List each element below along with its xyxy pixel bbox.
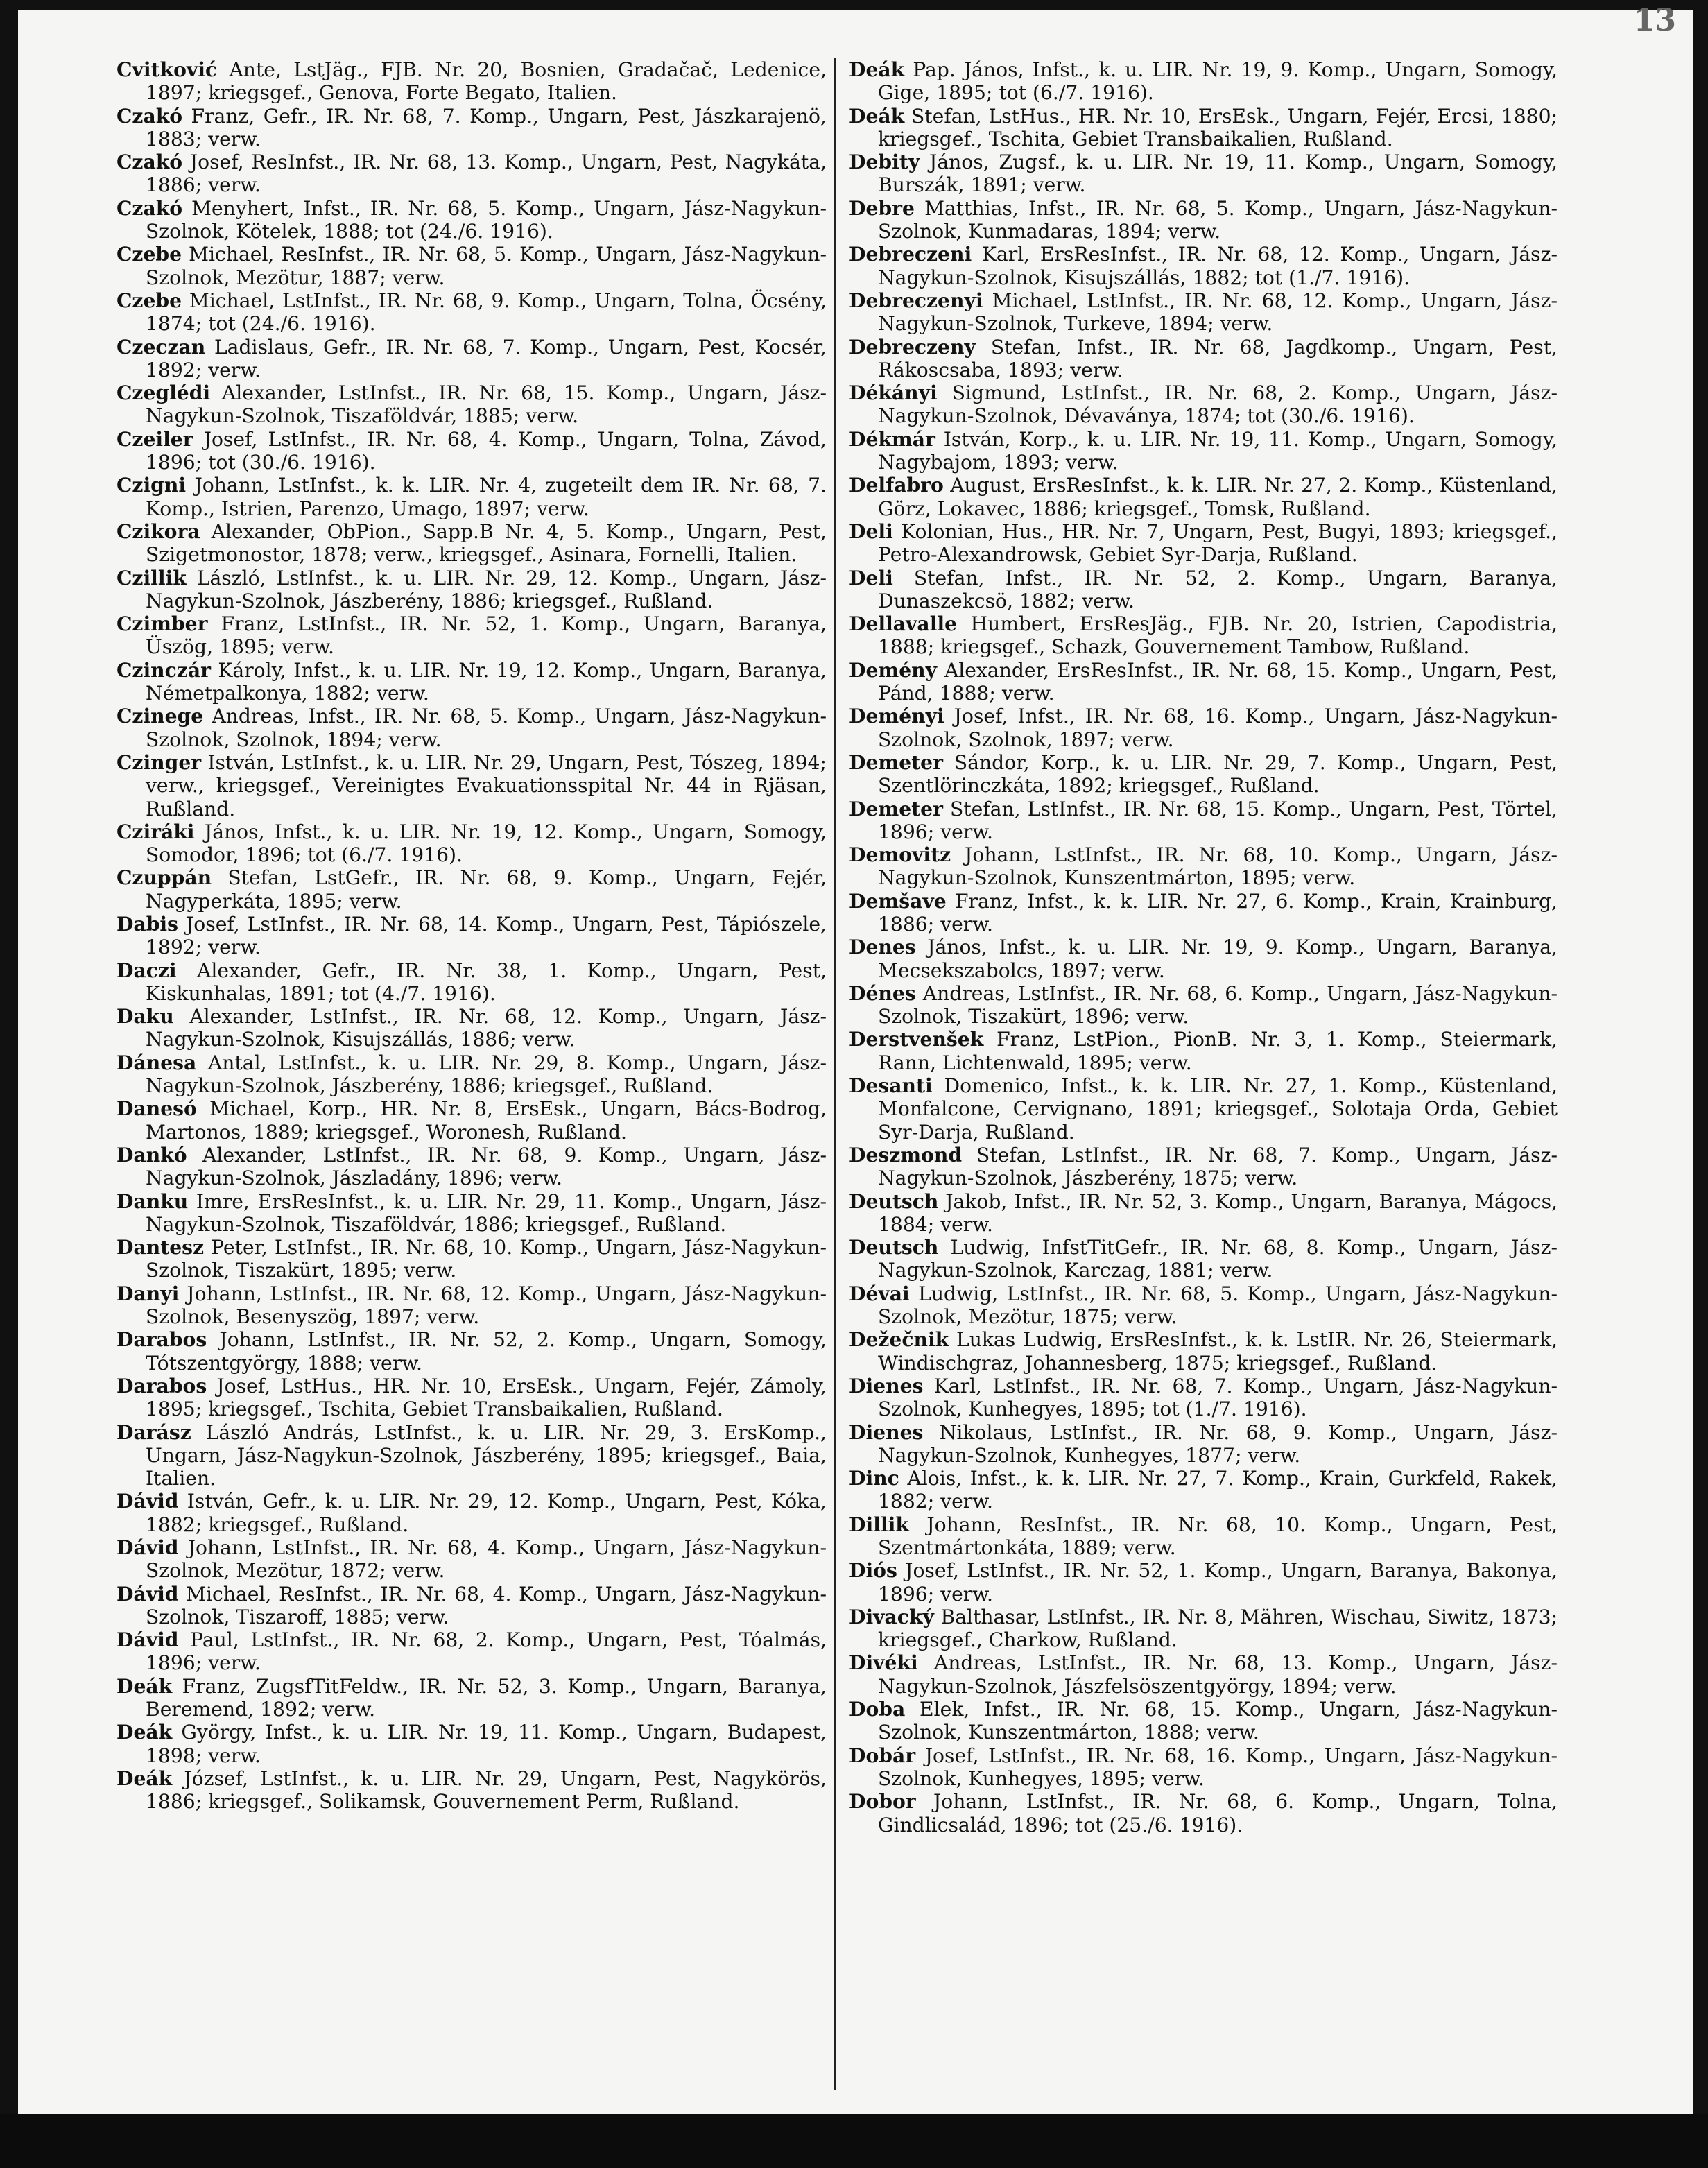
entry-details: Johann, LstInfst., IR. Nr. 68, 10. Komp., Ungarn, Jász-Nagykun-Szolnok, Kunszentmárton, 1895; verw. <box>878 843 1558 890</box>
entry-details: Josef, LstInfst., IR. Nr. 68, 4. Komp., Ungarn, Tolna, Závod, 1896; tot (30./6. 1916). <box>146 427 827 474</box>
entry-surname: Dabis <box>117 912 178 936</box>
list-entry <box>849 1421 1558 1468</box>
entry-surname: Czeczan <box>117 335 206 359</box>
list-entry <box>849 1144 1558 1190</box>
list-entry <box>117 1536 827 1583</box>
entry-surname: Demény <box>849 658 938 682</box>
entry-details: Domenico, Infst., k. k. LIR. Nr. 27, 1. Komp., Küstenland, Monfalcone, Cervignano, 1891; kriegsgef., Solotaja Orda, Gebiet Syr-Darja, Rußland. <box>878 1074 1558 1144</box>
list-entry <box>849 474 1558 520</box>
entry-surname: Czinger <box>117 750 202 774</box>
entry-surname: Desanti <box>849 1074 933 1098</box>
entry-details: Pap. János, Infst., k. u. LIR. Nr. 19, 9. Komp., Ungarn, Somogy, Gige, 1895; tot (6./7. 1916). <box>878 58 1558 105</box>
list-entry <box>849 1282 1558 1329</box>
entry-surname: Czeglédi <box>117 381 211 405</box>
list-entry <box>849 659 1558 705</box>
entry-details: Paul, LstInfst., IR. Nr. 68, 2. Komp., Ungarn, Pest, Tóalmás, 1896; verw. <box>146 1628 827 1675</box>
list-entry <box>117 336 827 382</box>
entry-surname: Dežečnik <box>849 1328 949 1352</box>
entry-surname: Dankó <box>117 1143 187 1167</box>
entry-details: August, ErsResInfst., k. k. LIR. Nr. 27, 2. Komp., Küstenland, Görz, Lokavec, 1886; kriegsgef., Tomsk, Rußland. <box>878 474 1558 520</box>
list-entry <box>117 1490 827 1536</box>
entry-details: Ludwig, LstInfst., IR. Nr. 68, 5. Komp., Ungarn, Jász-Nagykun-Szolnok, Mezötur, 1875; verw. <box>878 1282 1558 1329</box>
entry-surname: Doba <box>849 1698 906 1721</box>
entry-details: Franz, LstInfst., IR. Nr. 52, 1. Komp., Ungarn, Baranya, Üszög, 1895; verw. <box>146 612 827 659</box>
list-entry <box>849 381 1558 428</box>
entry-details: Andreas, Infst., IR. Nr. 68, 5. Komp., Ungarn, Jász-Nagykun-Szolnok, Szolnok, 1894; verw. <box>146 705 827 751</box>
entry-details: György, Infst., k. u. LIR. Nr. 19, 11. Komp., Ungarn, Budapest, 1898; verw. <box>146 1721 827 1767</box>
entry-surname: Czikora <box>117 519 200 543</box>
list-entry <box>117 612 827 659</box>
entry-details: Menyhert, Infst., IR. Nr. 68, 5. Komp., Ungarn, Jász-Nagykun-Szolnok, Kötelek, 1888; tot (24./6. 1916). <box>146 196 827 243</box>
entry-surname: Daku <box>117 1005 174 1029</box>
list-entry <box>117 1328 827 1375</box>
list-entry <box>117 866 827 913</box>
entry-details: Matthias, Infst., IR. Nr. 68, 5. Komp., Ungarn, Jász-Nagykun-Szolnok, Kunmadaras, 1894; verw. <box>878 196 1558 243</box>
entry-surname: Derstvenšek <box>849 1028 984 1051</box>
entry-details: Antal, LstInfst., k. u. LIR. Nr. 29, 8. Komp., Ungarn, Jász-Nagykun-Szolnok, Jászberény, 1886; kriegsgef., Rußland. <box>146 1051 827 1098</box>
entry-surname: Dávid <box>117 1582 179 1606</box>
entry-surname: Deli <box>849 566 893 590</box>
entry-details: László, LstInfst., k. u. LIR. Nr. 29, 12. Komp., Ungarn, Jász-Nagykun-Szolnok, Jászberény, 1886; kriegsgef., Rußland. <box>146 566 827 612</box>
list-entry <box>117 1005 827 1051</box>
list-entry <box>117 243 827 289</box>
list-entry <box>849 1467 1558 1513</box>
entry-surname: Czebe <box>117 243 182 266</box>
entry-surname: Demeter <box>849 750 943 774</box>
entry-details: Stefan, Infst., IR. Nr. 68, Jagdkomp., Ungarn, Pest, Rákoscsaba, 1893; verw. <box>878 335 1558 381</box>
entry-surname: Divacký <box>849 1605 934 1628</box>
list-entry <box>849 705 1558 751</box>
entry-surname: Deutsch <box>849 1236 939 1259</box>
list-entry <box>849 105 1558 151</box>
entry-surname: Czakó <box>117 150 183 174</box>
column-divider <box>834 58 836 2090</box>
scan-border-right <box>1693 0 1708 2168</box>
entry-details: Stefan, LstGefr., IR. Nr. 68, 9. Komp., Ungarn, Fejér, Nagyperkáta, 1895; verw. <box>146 866 827 913</box>
entry-surname: Czigni <box>117 474 187 497</box>
entry-surname: Deák <box>117 1674 173 1698</box>
entry-details: Josef, LstInfst., IR. Nr. 68, 14. Komp., Ungarn, Pest, Tápiószele, 1892; verw. <box>146 912 827 959</box>
list-entry <box>849 1328 1558 1375</box>
entry-surname: Czinege <box>117 705 204 728</box>
list-entry <box>117 520 827 567</box>
entry-surname: Deményi <box>849 705 944 728</box>
entry-surname: Denes <box>849 936 916 959</box>
entry-surname: Dellavalle <box>849 612 958 636</box>
entry-details: Alexander, LstInfst., IR. Nr. 68, 15. Komp., Ungarn, Jász-Nagykun-Szolnok, Tiszaföldvár, 1885; verw. <box>146 381 827 428</box>
list-entry <box>849 843 1558 890</box>
list-entry <box>117 959 827 1006</box>
entry-details: Stefan, LstInfst., IR. Nr. 68, 15. Komp., Ungarn, Pest, Törtel, 1896; verw. <box>878 797 1558 843</box>
list-entry <box>849 1190 1558 1237</box>
entry-surname: Danku <box>117 1189 189 1213</box>
entry-details: Alexander, LstInfst., IR. Nr. 68, 9. Komp., Ungarn, Jász-Nagykun-Szolnok, Jászladány, 1896; verw. <box>146 1143 827 1190</box>
entry-details: Franz, Gefr., IR. Nr. 68, 7. Komp., Ungarn, Pest, Jászkarajenö, 1883; verw. <box>146 104 827 150</box>
entry-surname: Dobor <box>849 1790 916 1814</box>
list-entry <box>117 1144 827 1190</box>
entry-surname: Dobár <box>849 1744 916 1767</box>
scan-border-bottom <box>0 2114 1708 2168</box>
entry-surname: Dékányi <box>849 381 938 405</box>
entry-surname: Dénes <box>849 981 916 1005</box>
list-entry <box>117 381 827 428</box>
list-entry <box>117 105 827 151</box>
entry-details: Michael, Korp., HR. Nr. 8, ErsEsk., Ungarn, Bács-Bodrog, Martonos, 1889; kriegsgef., Woronesh, Rußland. <box>146 1097 827 1144</box>
entry-details: János, Zugsf., k. u. LIR. Nr. 19, 11. Komp., Ungarn, Somogy, Burszák, 1891; verw. <box>878 150 1558 197</box>
entry-surname: Dienes <box>849 1420 924 1444</box>
entry-surname: Debre <box>849 196 915 220</box>
entry-details: Johann, ResInfst., IR. Nr. 68, 10. Komp., Ungarn, Pest, Szentmártonkáta, 1889; verw. <box>878 1513 1558 1559</box>
entry-surname: Dávid <box>117 1490 179 1513</box>
entry-surname: Czimber <box>117 612 208 636</box>
entry-details: János, Infst., k. u. LIR. Nr. 19, 12. Komp., Ungarn, Somogy, Somodor, 1896; tot (6./7. 1916). <box>146 820 827 867</box>
list-entry <box>849 567 1558 613</box>
list-entry <box>849 58 1558 105</box>
list-entry <box>117 1097 827 1144</box>
entry-details: István, Gefr., k. u. LIR. Nr. 29, 12. Komp., Ungarn, Pest, Kóka, 1882; kriegsgef., Rußland. <box>146 1490 827 1536</box>
list-entry <box>849 336 1558 382</box>
list-entry <box>117 289 827 336</box>
entry-surname: Daczi <box>117 958 177 982</box>
entry-details: Ludwig, InfstTitGefr., IR. Nr. 68, 8. Komp., Ungarn, Jász-Nagykun-Szolnok, Karczag, 1881; verw. <box>878 1236 1558 1282</box>
entry-details: Elek, Infst., IR. Nr. 68, 15. Komp., Ungarn, Jász-Nagykun-Szolnok, Kunszentmárton, 1888; verw. <box>878 1698 1558 1744</box>
list-entry <box>117 705 827 751</box>
list-entry <box>849 936 1558 982</box>
list-entry <box>117 428 827 474</box>
entry-surname: Czebe <box>117 289 182 312</box>
entry-details: László András, LstInfst., k. u. LIR. Nr. 29, 3. ErsKomp., Ungarn, Jász-Nagykun-Szolnok, Jászberény, 1895; kriegsgef., Baia, Italien. <box>146 1420 827 1490</box>
entry-surname: Deutsch <box>849 1189 939 1213</box>
entry-details: Sigmund, LstInfst., IR. Nr. 68, 2. Komp., Ungarn, Jász-Nagykun-Szolnok, Dévaványa, 1874; tot (30./6. 1916). <box>878 381 1558 428</box>
list-entry <box>117 751 827 820</box>
entry-surname: Debreczeny <box>849 335 976 359</box>
list-entry <box>849 1375 1558 1421</box>
list-entry <box>117 1282 827 1329</box>
entry-details: Alois, Infst., k. k. LIR. Nr. 27, 7. Komp., Krain, Gurkfeld, Rakek, 1882; verw. <box>878 1467 1558 1513</box>
list-entry <box>849 890 1558 936</box>
list-entry <box>117 820 827 867</box>
list-entry <box>117 150 827 197</box>
list-entry <box>849 751 1558 798</box>
list-entry <box>849 150 1558 197</box>
list-entry <box>849 1698 1558 1744</box>
entry-details: Josef, ResInfst., IR. Nr. 68, 13. Komp., Ungarn, Pest, Nagykáta, 1886; verw. <box>146 150 827 197</box>
entry-surname: Debity <box>849 150 920 174</box>
entry-details: Michael, LstInfst., IR. Nr. 68, 12. Komp., Ungarn, Jász-Nagykun-Szolnok, Turkeve, 1894; verw. <box>878 289 1558 336</box>
list-entry <box>849 428 1558 474</box>
entry-surname: Darász <box>117 1420 191 1444</box>
list-entry <box>849 197 1558 243</box>
entry-details: Alexander, ErsResInfst., IR. Nr. 68, 15. Komp., Ungarn, Pest, Pánd, 1888; verw. <box>878 658 1558 705</box>
list-entry <box>117 58 827 105</box>
entry-details: Lukas Ludwig, ErsResInfst., k. k. LstIR. Nr. 26, Steiermark, Windischgraz, Johannesberg, 1875; kriegsgef., Rußland. <box>878 1328 1558 1375</box>
entry-details: Kolonian, Hus., HR. Nr. 7, Ungarn, Pest, Bugyi, 1893; kriegsgef., Petro-Alexandrowsk, Gebiet Syr-Darja, Rußland. <box>878 519 1558 567</box>
entry-details: Karl, ErsResInfst., IR. Nr. 68, 12. Komp., Ungarn, Jász-Nagykun-Szolnok, Kisujszállás, 1882; tot (1./7. 1916). <box>878 243 1558 289</box>
list-entry <box>849 1606 1558 1652</box>
list-entry <box>849 1074 1558 1144</box>
list-entry <box>117 1190 827 1237</box>
entry-details: Josef, LstInfst., IR. Nr. 68, 16. Komp., Ungarn, Jász-Nagykun-Szolnok, Kunhegyes, 1895; verw. <box>878 1744 1558 1790</box>
entry-surname: Delfabro <box>849 474 944 497</box>
list-entry <box>117 1375 827 1421</box>
entry-details: Karl, LstInfst., IR. Nr. 68, 7. Komp., Ungarn, Jász-Nagykun-Szolnok, Kunhegyes, 1895; tot (1./7. 1916). <box>878 1374 1558 1421</box>
entry-details: Johann, LstInfst., k. k. LIR. Nr. 4, zugeteilt dem IR. Nr. 68, 7. Komp., Istrien, Parenzo, Umago, 1897; verw. <box>146 474 827 520</box>
entry-surname: Deák <box>117 1721 173 1744</box>
entry-details: Stefan, LstHus., HR. Nr. 10, ErsEsk., Ungarn, Fejér, Ercsi, 1880; kriegsgef., Tschita, Gebiet Transbaikalien, Rußland. <box>878 104 1558 150</box>
list-entry <box>117 1675 827 1721</box>
entry-details: Johann, LstInfst., IR. Nr. 68, 6. Komp., Ungarn, Tolna, Gindlicsalád, 1896; tot (25./6. 1916). <box>878 1790 1558 1836</box>
list-entry <box>849 982 1558 1029</box>
entry-details: István, Korp., k. u. LIR. Nr. 19, 11. Komp., Ungarn, Somogy, Nagybajom, 1893; verw. <box>878 427 1558 474</box>
list-entry <box>117 474 827 520</box>
entry-details: Andreas, LstInfst., IR. Nr. 68, 13. Komp., Ungarn, Jász-Nagykun-Szolnok, Jászfelsöszentgyörgy, 1894; verw. <box>878 1651 1558 1698</box>
entry-surname: Deszmond <box>849 1143 963 1167</box>
entry-details: Johann, LstInfst., IR. Nr. 68, 4. Komp., Ungarn, Jász-Nagykun-Szolnok, Mezötur, 1872; verw. <box>146 1536 827 1583</box>
entry-details: János, Infst., k. u. LIR. Nr. 19, 9. Komp., Ungarn, Baranya, Mecsekszabolcs, 1897; verw. <box>878 936 1558 982</box>
scan-border-top <box>0 0 1708 10</box>
entry-surname: Czillik <box>117 566 187 590</box>
list-entry <box>117 1628 827 1675</box>
entry-surname: Deák <box>849 104 905 128</box>
entry-details: József, LstInfst., k. u. LIR. Nr. 29, Ungarn, Pest, Nagykörös, 1886; kriegsgef., Solikamsk, Gouvernement Perm, Rußland. <box>146 1766 827 1814</box>
entry-surname: Czinczár <box>117 658 211 682</box>
list-entry <box>849 1028 1558 1074</box>
entry-details: Michael, ResInfst., IR. Nr. 68, 4. Komp., Ungarn, Jász-Nagykun-Szolnok, Tiszaroff, 1885; verw. <box>146 1582 827 1628</box>
entry-details: Ante, LstJäg., FJB. Nr. 20, Bosnien, Gradačač, Ledenice, 1897; kriegsgef., Genova, Forte Begato, Italien. <box>146 58 827 105</box>
scan-border-left <box>0 0 18 2168</box>
entry-surname: Dillik <box>849 1513 909 1536</box>
list-entry <box>849 1513 1558 1560</box>
entry-details: Károly, Infst., k. u. LIR. Nr. 19, 12. Komp., Ungarn, Baranya, Németpalkonya, 1882; verw. <box>146 658 827 705</box>
list-entry <box>117 567 827 613</box>
entry-surname: Czuppán <box>117 866 212 890</box>
entry-details: Johann, LstInfst., IR. Nr. 68, 12. Komp., Ungarn, Jász-Nagykun-Szolnok, Besenyszög, 1897; verw. <box>146 1282 827 1329</box>
entry-surname: Deák <box>117 1766 173 1790</box>
list-entry <box>117 197 827 243</box>
entry-details: István, LstInfst., k. u. LIR. Nr. 29, Ungarn, Pest, Tószeg, 1894; verw., kriegsgef., Vereinigtes Evakuationsspital Nr. 44 in Rjäsan, Rußland. <box>146 750 827 820</box>
entry-surname: Diós <box>849 1559 897 1583</box>
entry-surname: Debreczenyi <box>849 289 983 312</box>
entry-details: Stefan, LstInfst., IR. Nr. 68, 7. Komp., Ungarn, Jász-Nagykun-Szolnok, Jászberény, 1875; verw. <box>878 1143 1558 1190</box>
entry-surname: Deák <box>849 58 905 81</box>
entry-surname: Czeiler <box>117 427 193 451</box>
entry-surname: Divéki <box>849 1651 918 1675</box>
list-entry <box>117 1421 827 1490</box>
list-entry <box>117 659 827 705</box>
entry-surname: Dávid <box>117 1628 179 1652</box>
entry-surname: Dékmár <box>849 427 935 451</box>
entry-surname: Dávid <box>117 1536 179 1559</box>
entry-details: Humbert, ErsResJäg., FJB. Nr. 20, Istrien, Capodistria, 1888; kriegsgef., Schazk, Gouvernement Tambow, Rußland. <box>878 612 1558 659</box>
entry-details: Johann, LstInfst., IR. Nr. 52, 2. Komp., Ungarn, Somogy, Tótszentgyörgy, 1888; verw. <box>146 1328 827 1375</box>
entry-surname: Cziráki <box>117 820 195 843</box>
list-entry <box>117 1236 827 1282</box>
entry-details: Michael, ResInfst., IR. Nr. 68, 5. Komp., Ungarn, Jász-Nagykun-Szolnok, Mezötur, 1887; verw. <box>146 243 827 289</box>
list-entry <box>117 1051 827 1098</box>
right-column <box>849 58 1558 2090</box>
list-entry <box>849 1651 1558 1698</box>
entry-surname: Czakó <box>117 104 183 128</box>
list-entry <box>849 612 1558 659</box>
entry-surname: Demovitz <box>849 843 951 867</box>
entry-details: Stefan, Infst., IR. Nr. 52, 2. Komp., Ungarn, Baranya, Dunaszekcsö, 1882; verw. <box>878 566 1558 612</box>
entry-details: Franz, ZugsfTitFeldw., IR. Nr. 52, 3. Komp., Ungarn, Baranya, Beremend, 1892; verw. <box>146 1674 827 1721</box>
list-entry <box>117 1767 827 1814</box>
entry-surname: Darabos <box>117 1374 207 1397</box>
entry-details: Michael, LstInfst., IR. Nr. 68, 9. Komp., Ungarn, Tolna, Öcsény, 1874; tot (24./6. 1916). <box>146 289 827 336</box>
list-entry <box>117 913 827 959</box>
entry-details: Ladislaus, Gefr., IR. Nr. 68, 7. Komp., Ungarn, Pest, Kocsér, 1892; verw. <box>146 335 827 381</box>
entry-surname: Cvitković <box>117 58 218 81</box>
entry-details: Peter, LstInfst., IR. Nr. 68, 10. Komp., Ungarn, Jász-Nagykun-Szolnok, Tiszakürt, 1895; verw. <box>146 1236 827 1282</box>
list-entry <box>849 1744 1558 1791</box>
entry-details: Balthasar, LstInfst., IR. Nr. 8, Mähren, Wischau, Siwitz, 1873; kriegsgef., Charkow, Rußland. <box>878 1605 1558 1652</box>
entry-surname: Dánesa <box>117 1051 197 1074</box>
entry-details: Nikolaus, LstInfst., IR. Nr. 68, 9. Komp., Ungarn, Jász-Nagykun-Szolnok, Kunhegyes, 1877; verw. <box>878 1420 1558 1467</box>
entry-surname: Demeter <box>849 797 943 820</box>
entry-surname: Darabos <box>117 1328 207 1352</box>
left-column <box>117 58 827 2090</box>
list-entry <box>849 798 1558 844</box>
list-entry <box>117 1583 827 1629</box>
entry-details: Alexander, LstInfst., IR. Nr. 68, 12. Komp., Ungarn, Jász-Nagykun-Szolnok, Kisujszállás, 1886; verw. <box>146 1005 827 1051</box>
entry-details: Josef, LstHus., HR. Nr. 10, ErsEsk., Ungarn, Fejér, Zámoly, 1895; kriegsgef., Tschita, Gebiet Transbaikalien, Rußland. <box>146 1374 827 1421</box>
list-entry <box>849 520 1558 567</box>
entry-details: Josef, Infst., IR. Nr. 68, 16. Komp., Ungarn, Jász-Nagykun-Szolnok, Szolnok, 1897; verw. <box>878 705 1558 751</box>
entry-surname: Dienes <box>849 1374 924 1397</box>
entry-surname: Dévai <box>849 1282 910 1305</box>
entry-surname: Danyi <box>117 1282 180 1305</box>
entry-details: Franz, LstPion., PionB. Nr. 3, 1. Komp., Steiermark, Rann, Lichtenwald, 1895; verw. <box>878 1028 1558 1074</box>
entry-details: Josef, LstInfst., IR. Nr. 52, 1. Komp., Ungarn, Baranya, Bakonya, 1896; verw. <box>878 1559 1558 1606</box>
entry-details: Jakob, Infst., IR. Nr. 52, 3. Komp., Ungarn, Baranya, Mágocs, 1884; verw. <box>878 1189 1558 1236</box>
entry-surname: Danesó <box>117 1097 197 1121</box>
entry-details: Franz, Infst., k. k. LIR. Nr. 27, 6. Komp., Krain, Krainburg, 1886; verw. <box>878 889 1558 936</box>
entry-surname: Deli <box>849 519 893 543</box>
entry-surname: Debreczeni <box>849 243 972 266</box>
entry-details: Sándor, Korp., k. u. LIR. Nr. 29, 7. Komp., Ungarn, Pest, Szentlörinczkáta, 1892; kriegsgef., Rußland. <box>878 750 1558 798</box>
entry-surname: Dinc <box>849 1467 899 1490</box>
entry-details: Imre, ErsResInfst., k. u. LIR. Nr. 29, 11. Komp., Ungarn, Jász-Nagykun-Szolnok, Tiszaföldvár, 1886; kriegsgef., Rußland. <box>146 1189 827 1236</box>
entry-surname: Demšave <box>849 889 947 913</box>
list-entry <box>849 1790 1558 1836</box>
entry-details: Alexander, Gefr., IR. Nr. 38, 1. Komp., Ungarn, Pest, Kiskunhalas, 1891; tot (4./7. 1916). <box>146 958 827 1005</box>
list-entry <box>849 1559 1558 1606</box>
list-entry <box>849 1236 1558 1282</box>
list-entry <box>849 289 1558 336</box>
entry-details: Andreas, LstInfst., IR. Nr. 68, 6. Komp., Ungarn, Jász-Nagykun-Szolnok, Tiszakürt, 1896; verw. <box>878 981 1558 1029</box>
list-entry <box>849 243 1558 289</box>
entry-surname: Czakó <box>117 196 183 220</box>
entry-details: Alexander, ObPion., Sapp.B Nr. 4, 5. Komp., Ungarn, Pest, Szigetmonostor, 1878; verw., kriegsgef., Asinara, Fornelli, Italien. <box>146 519 827 567</box>
entry-surname: Dantesz <box>117 1236 205 1259</box>
page-number: 13 <box>1633 3 1676 38</box>
list-entry <box>117 1721 827 1767</box>
